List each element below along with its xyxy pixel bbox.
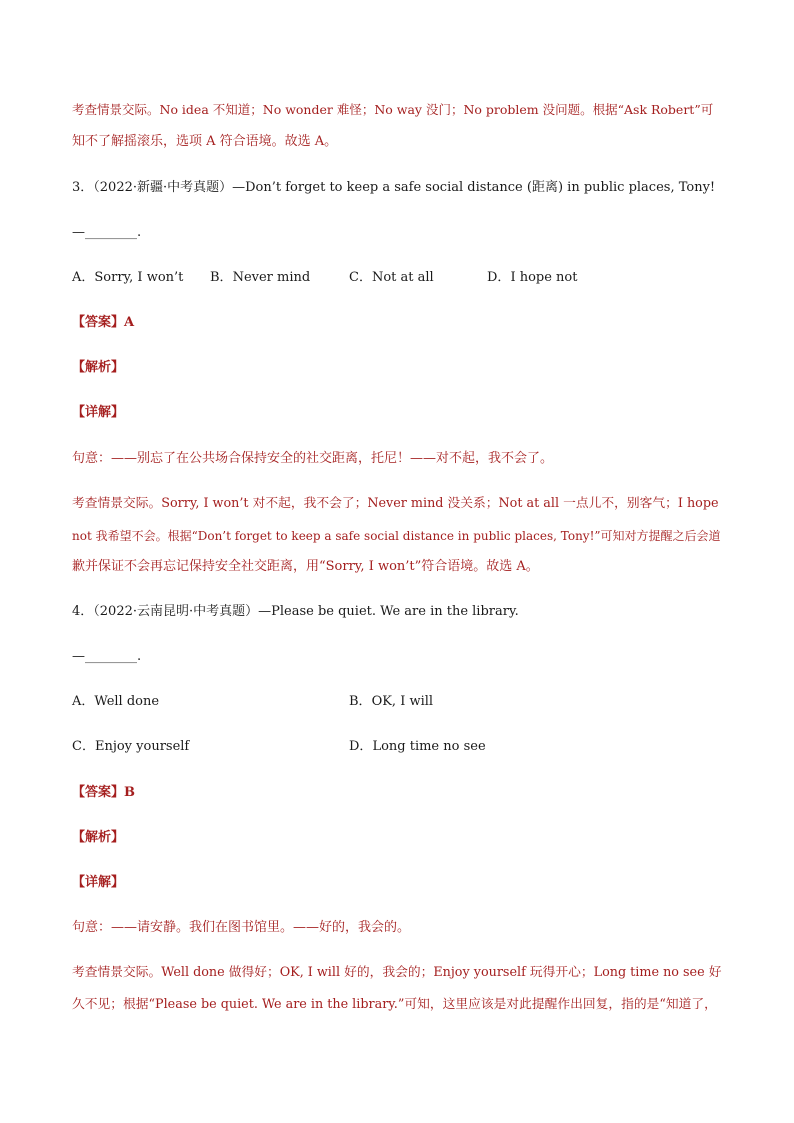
option-text: Well done [94, 694, 160, 709]
q3-meaning: 句意：——别忘了在公共场合保持安全的社交距离，托尼！——对不起，我不会了。 [72, 451, 554, 466]
option-text: Not at all [371, 270, 434, 285]
option-text: Sorry, I won’t [94, 270, 184, 285]
option-letter: D． [487, 270, 511, 285]
option-text: I hope not [510, 270, 578, 285]
q4-xiangjie-heading: 【详解】 [72, 875, 125, 890]
q4-answer-blank: —________. [72, 649, 142, 664]
q3-option-c [349, 269, 434, 287]
q3-jiexi-heading: 【解析】 [72, 360, 125, 375]
option-letter: B． [210, 270, 233, 285]
q4-analysis-line-1: 考查情景交际。Well done 做得好；OK, I will 好的，我会的；Enjoy yourself 玩得开心；Long time no see 好 [72, 965, 722, 980]
option-letter: B． [349, 694, 372, 709]
q3-option-b [210, 269, 310, 287]
q3-analysis-line-3: 歉并保证不会再忘记保持安全社交距离，用“Sorry, I won’t”符合语境。故选 A。 [72, 559, 539, 574]
q4-option-b [349, 693, 433, 711]
option-text: Long time no see [372, 739, 486, 754]
q4-analysis-line-2: 久不见；根据“Please be quiet. We are in the library.”可知，这里应该是对此提醒作出回复，指的是“知道了， [72, 997, 717, 1012]
q3-stem: 3．（2022·新疆·中考真题）—Don’t forget to keep a safe social distance (距离) in public places, Tony! [72, 180, 716, 195]
q4-answer: 【答案】B [72, 785, 135, 800]
q4-stem: 4．（2022·云南昆明·中考真题）—Please be quiet. We are in the library. [72, 604, 519, 619]
option-letter: C． [72, 739, 95, 754]
q3-analysis-line-1: 考查情景交际。Sorry, I won’t 对不起，我不会了；Never mind 没关系；Not at all 一点儿不，别客气；I hope [72, 496, 719, 511]
q3-option-d [487, 269, 577, 287]
q2-analysis-line-2: 知不了解摇滚乐，选项 A 符合语境。故选 A。 [72, 134, 338, 149]
q4-option-a [72, 693, 159, 711]
q4-option-c [72, 738, 189, 756]
q3-xiangjie-heading: 【详解】 [72, 405, 125, 420]
option-text: Never mind [232, 270, 311, 285]
q3-answer-blank: —________. [72, 225, 142, 240]
q2-analysis-line-1: 考查情景交际。No idea 不知道；No wonder 难怪；No way 没门；No problem 没问题。根据“Ask Robert”可 [72, 102, 714, 117]
q3-option-a [72, 269, 183, 287]
q3-answer: 【答案】A [72, 315, 135, 330]
q4-meaning: 句意：——请安静。我们在图书馆里。——好的，我会的。 [72, 920, 411, 935]
q4-option-d [349, 738, 486, 756]
option-text: OK, I will [371, 694, 434, 709]
option-letter: A． [72, 270, 95, 285]
option-letter: D． [349, 739, 373, 754]
q4-jiexi-heading: 【解析】 [72, 830, 125, 845]
option-letter: C． [349, 270, 372, 285]
option-letter: A． [72, 694, 95, 709]
q3-analysis-line-2: not 我希望不会。根据“Don’t forget to keep a safe social distance in public places, Tony!”可知对方提醒之后会道 [72, 529, 721, 543]
option-text: Enjoy yourself [94, 739, 190, 754]
